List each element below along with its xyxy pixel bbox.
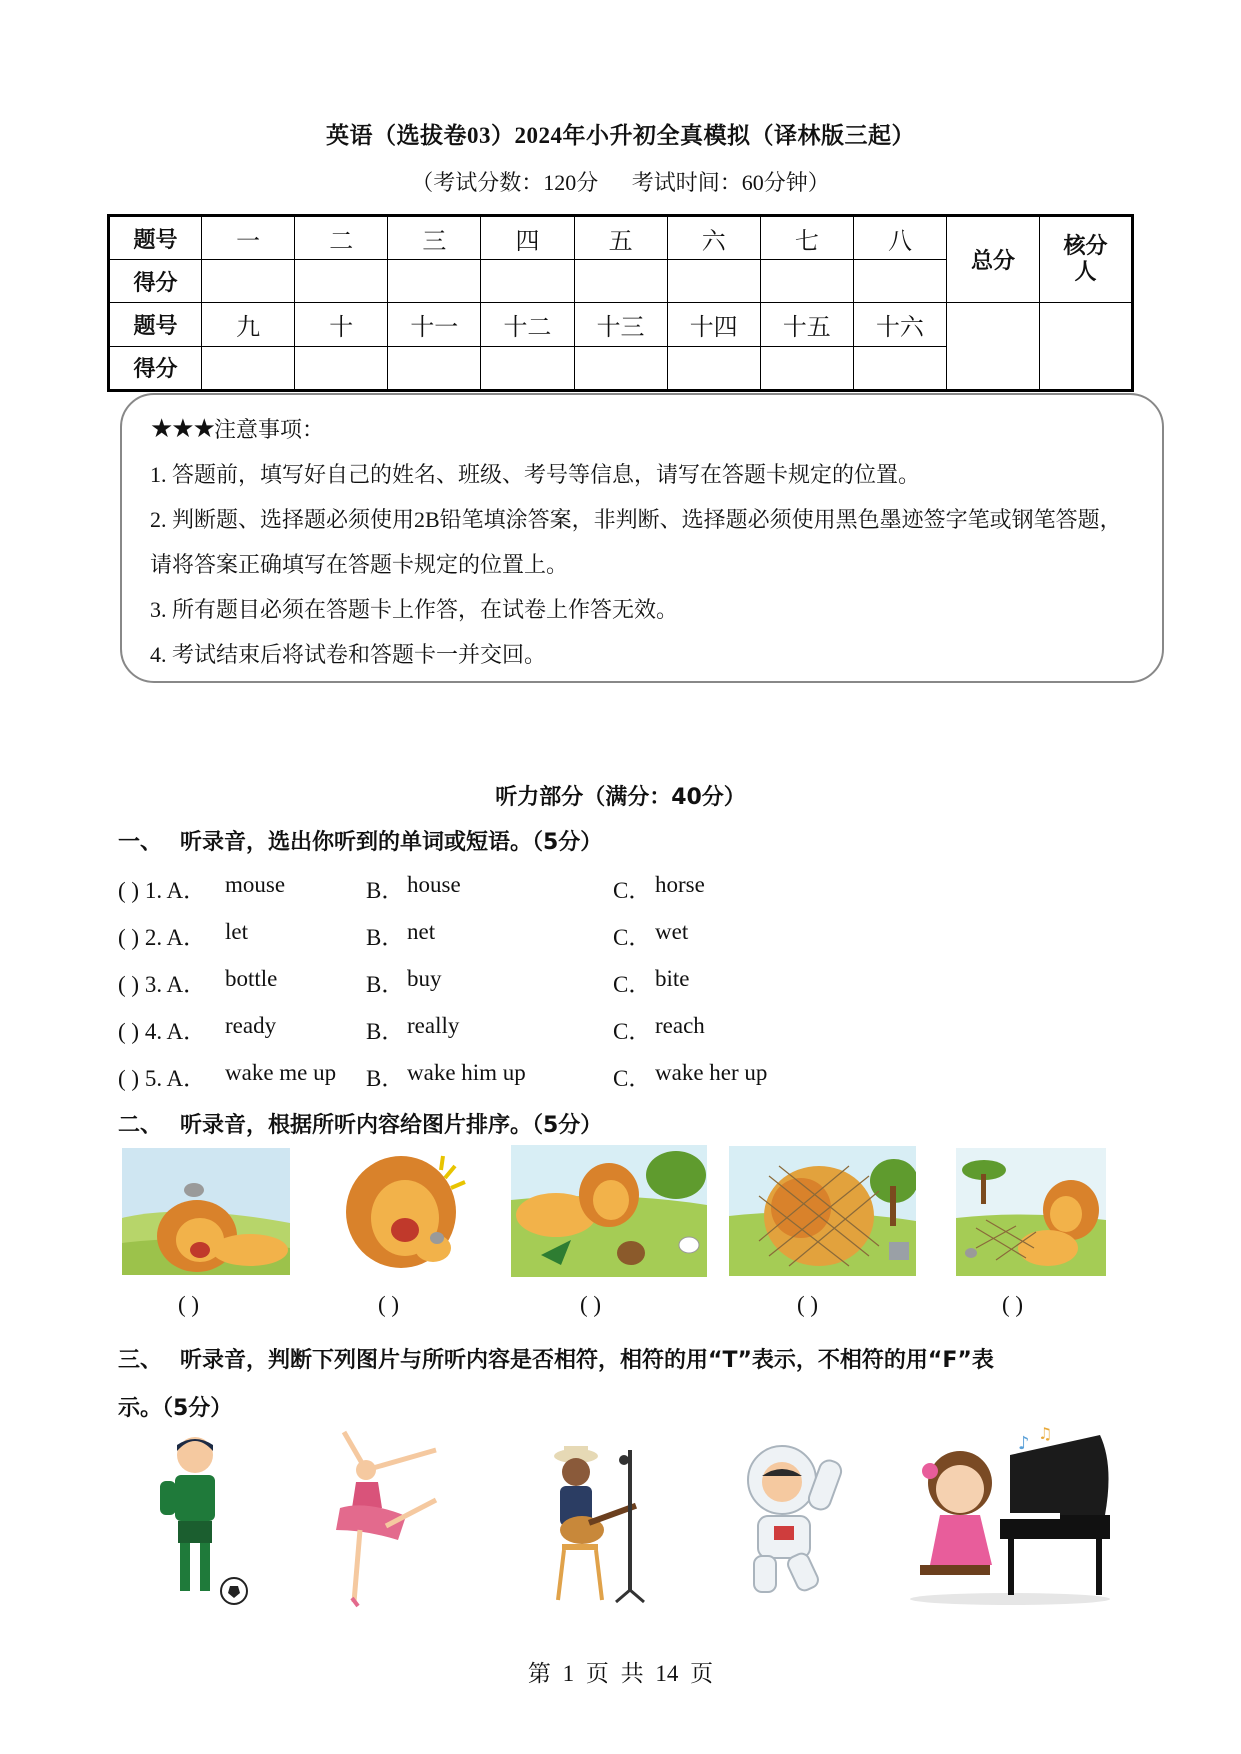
option-b-label: B． — [366, 972, 405, 997]
section1-heading — [118, 825, 602, 856]
piano-girl-image — [900, 1425, 1118, 1605]
notice-box — [120, 393, 1164, 683]
qnum-cell: 十五 — [760, 303, 853, 346]
qnum-cell: 六 — [667, 216, 760, 260]
option-b: really — [407, 1013, 460, 1038]
notice-item: 3. 所有题目必须在答题卡上作答，在试卷上作答无效。 — [150, 597, 679, 622]
option-a: bottle — [225, 966, 278, 991]
score-info: （考试分数：120分 — [411, 170, 599, 195]
notice-heading — [150, 413, 1132, 444]
order-blank[interactable]: ( ) — [1002, 1292, 1024, 1317]
notice-item: 1. 答题前，填写好自己的姓名、班级、考号等信息，请写在答题卡规定的位置。 — [150, 462, 921, 487]
order-blank[interactable]: ( ) — [378, 1292, 400, 1317]
question-prefix[interactable]: ( ) 2. A． — [118, 925, 207, 950]
notice-item: 2. 判断题、选择题必须使用2B铅笔填涂答案，非判断、选择题必须使用黑色墨迹签字笔或钢笔答题，请将答案正确填写在答题卡规定的位置上。 — [150, 507, 1122, 577]
astronaut-image — [730, 1440, 860, 1598]
option-a: mouse — [225, 872, 286, 897]
section1-num: 一、 — [118, 830, 163, 855]
question-prefix[interactable]: ( ) 4. A． — [118, 1019, 207, 1044]
qnum-cell: 十三 — [574, 303, 667, 346]
option-b-label: B． — [366, 878, 405, 903]
total-score-cell[interactable] — [947, 303, 1040, 391]
option-a: wake me up — [225, 1060, 337, 1085]
option-b: house — [407, 872, 461, 897]
qnum-cell: 三 — [388, 216, 481, 260]
option-b: wake him up — [407, 1060, 526, 1085]
svg-text:♫: ♫ — [1038, 1425, 1053, 1443]
qnum-cell: 十二 — [481, 303, 574, 346]
qnum-cell: 十六 — [853, 303, 946, 346]
score-cell[interactable] — [853, 346, 946, 390]
lion-free-from-net-image — [956, 1148, 1106, 1276]
qnum-cell: 八 — [853, 216, 946, 260]
score-cell[interactable] — [667, 260, 760, 303]
option-a: ready — [225, 1013, 277, 1038]
exam-subtitle — [0, 166, 1241, 197]
option-c: bite — [655, 966, 690, 991]
football-boy-image — [150, 1433, 250, 1605]
question-prefix[interactable]: ( ) 5. A． — [118, 1066, 207, 1091]
qnum-cell: 九 — [202, 303, 295, 346]
score-cell[interactable] — [760, 346, 853, 390]
option-c: reach — [655, 1013, 705, 1038]
qnum-cell: 十四 — [667, 303, 760, 346]
lion-monkey-rabbit-image — [511, 1145, 707, 1277]
checker-label: 核分人 — [1040, 216, 1133, 303]
section3-title-cont: 示。（5分） — [118, 1396, 233, 1421]
ballet-dancer-image — [336, 1430, 446, 1608]
score-cell[interactable] — [202, 346, 295, 390]
score-label: 得分 — [109, 346, 202, 390]
order-blank[interactable]: ( ) — [797, 1292, 819, 1317]
svg-text:♪: ♪ — [1018, 1433, 1030, 1454]
section1-title: 听录音，选出你听到的单词或短语。（5分） — [180, 830, 603, 855]
order-blank[interactable]: ( ) — [178, 1292, 200, 1317]
section3-heading — [118, 1337, 1118, 1433]
option-b: net — [407, 919, 436, 944]
option-c: wake her up — [655, 1060, 768, 1085]
score-label: 得分 — [109, 260, 202, 303]
score-cell[interactable] — [388, 346, 481, 390]
section2-num: 二、 — [118, 1113, 163, 1138]
option-c-label: C． — [613, 1019, 652, 1044]
qnum-cell: 四 — [481, 216, 574, 260]
score-cell[interactable] — [295, 346, 388, 390]
qnum-cell: 十 — [295, 303, 388, 346]
lion-mouse-on-head-image — [122, 1148, 290, 1275]
option-c: horse — [655, 872, 705, 897]
qnum-cell: 一 — [202, 216, 295, 260]
score-cell[interactable] — [667, 346, 760, 390]
total-label: 总分 — [947, 216, 1040, 303]
exam-title: 英语（选拔卷03）2024年小升初全真模拟（译林版三起） — [326, 123, 915, 148]
section3-num: 三、 — [118, 1348, 163, 1373]
option-c-label: C． — [613, 1066, 652, 1091]
question-prefix[interactable]: ( ) 3. A． — [118, 972, 207, 997]
score-cell[interactable] — [574, 346, 667, 390]
option-b-label: B． — [366, 1019, 405, 1044]
option-c-label: C． — [613, 925, 652, 950]
qnum-cell: 五 — [574, 216, 667, 260]
question-prefix[interactable]: ( ) 1. A． — [118, 878, 207, 903]
option-c: wet — [655, 919, 689, 944]
guitar-singer-image — [532, 1440, 664, 1605]
score-cell[interactable] — [481, 346, 574, 390]
option-b-label: B． — [366, 925, 405, 950]
section2-title: 听录音，根据所听内容给图片排序。（5分） — [180, 1113, 603, 1138]
score-cell[interactable] — [388, 260, 481, 303]
score-cell[interactable] — [574, 260, 667, 303]
qnum-cell: 十一 — [388, 303, 481, 346]
option-c-label: C． — [613, 972, 652, 997]
lion-in-net-image — [729, 1146, 916, 1276]
page-footer: 第 1 页 共 14 页 — [527, 1661, 714, 1686]
score-cell[interactable] — [760, 260, 853, 303]
section2-heading — [118, 1108, 602, 1139]
qnum-label: 题号 — [109, 303, 202, 346]
score-cell[interactable] — [853, 260, 946, 303]
score-cell[interactable] — [481, 260, 574, 303]
option-b-label: B． — [366, 1066, 405, 1091]
lion-holding-mouse-image — [333, 1148, 473, 1275]
notice-item: 4. 考试结束后将试卷和答题卡一并交回。 — [150, 642, 547, 667]
checker-cell[interactable] — [1040, 303, 1133, 391]
qnum-cell: 七 — [760, 216, 853, 260]
section3-title: 听录音，判断下列图片与所听内容是否相符，相符的用“T”表示，不相符的用“F”表 — [180, 1348, 994, 1373]
order-blank[interactable]: ( ) — [580, 1292, 602, 1317]
option-b: buy — [407, 966, 442, 991]
qnum-cell: 二 — [295, 216, 388, 260]
score-cell[interactable] — [295, 260, 388, 303]
notice-heading-text: 注意事项： — [213, 417, 324, 442]
listening-title: 听力部分（满分：40分） — [495, 785, 746, 810]
score-cell[interactable] — [202, 260, 295, 303]
star-icon: ★★★ — [150, 414, 214, 443]
score-table — [107, 214, 1134, 392]
option-a: let — [225, 919, 248, 944]
time-info: 考试时间：60分钟） — [631, 170, 830, 195]
qnum-label: 题号 — [109, 216, 202, 260]
option-c-label: C． — [613, 878, 652, 903]
